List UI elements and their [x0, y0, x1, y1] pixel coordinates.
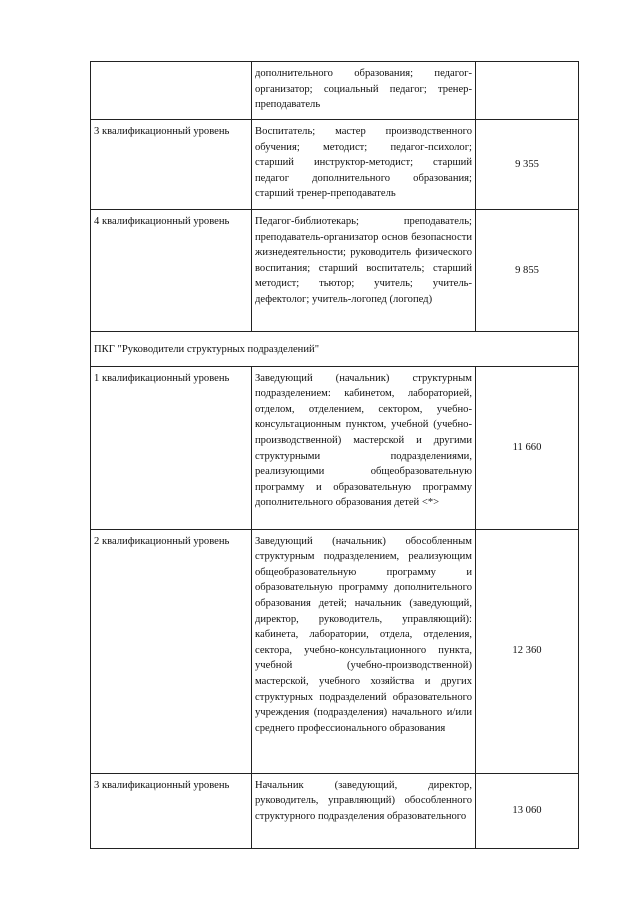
level-cell: 1 квалификационный уровень	[91, 366, 252, 529]
salary-cell	[476, 62, 579, 120]
table-row	[91, 120, 579, 210]
salary-table	[90, 61, 579, 849]
salary-cell: 9 355	[476, 120, 579, 210]
salary-cell: 11 660	[476, 366, 579, 529]
table-row	[91, 62, 579, 120]
level-cell	[91, 62, 252, 120]
positions-cell: Воспитатель; мастер производственного обучения; методист; педагог-психолог; старший инструктор-методист; старший педагог дополнительного образования; старший тренер-преподаватель	[252, 120, 476, 210]
salary-cell: 13 060	[476, 773, 579, 848]
table-row	[91, 773, 579, 848]
level-cell: 3 квалификационный уровень	[91, 120, 252, 210]
positions-cell: Педагог-библиотекарь; преподаватель; преподаватель-организатор основ безопасности жизнедеятельности; руководитель физического воспитания; старший воспитатель; старший методист; тьютор; учитель; учитель-дефектолог; учитель-логопед (логопед)	[252, 210, 476, 332]
group-heading-row	[91, 332, 579, 367]
salary-cell: 12 360	[476, 529, 579, 773]
positions-cell: Начальник (заведующий, директор, руководитель, управляющий) обособленного структурного подразделения образовательного	[252, 773, 476, 848]
level-cell: 4 квалификационный уровень	[91, 210, 252, 332]
table-row	[91, 366, 579, 529]
level-cell: 2 квалификационный уровень	[91, 529, 252, 773]
level-cell: 3 квалификационный уровень	[91, 773, 252, 848]
positions-cell: Заведующий (начальник) обособленным структурным подразделением, реализующим общеобразовательную программу и образовательную программу дополнительного образования детей; начальник (заведующий, директор, руководитель, управляющий): кабинета, лаборатории, отдела, отделения, сектора, учебно-консультационного пункта, учебной (учебно-производственной) мастерской, учебного хозяйства и других структурных подразделений образовательного учреждения (подразделения) начального и/или среднего профессионального образования	[252, 529, 476, 773]
table-row	[91, 210, 579, 332]
group-heading: ПКГ "Руководители структурных подразделений"	[91, 332, 579, 367]
table-row	[91, 529, 579, 773]
positions-cell: дополнительного образования; педагог-организатор; социальный педагог; тренер-преподаватель	[252, 62, 476, 120]
salary-cell: 9 855	[476, 210, 579, 332]
positions-cell: Заведующий (начальник) структурным подразделением: кабинетом, лабораторией, отделом, отделением, сектором, учебно-консультационным пунктом, учебной (учебно-производственной) мастерской и другими структурными подразделениями, реализующими общеобразовательную программу и образовательную программу дополнительного образования детей <*>	[252, 366, 476, 529]
